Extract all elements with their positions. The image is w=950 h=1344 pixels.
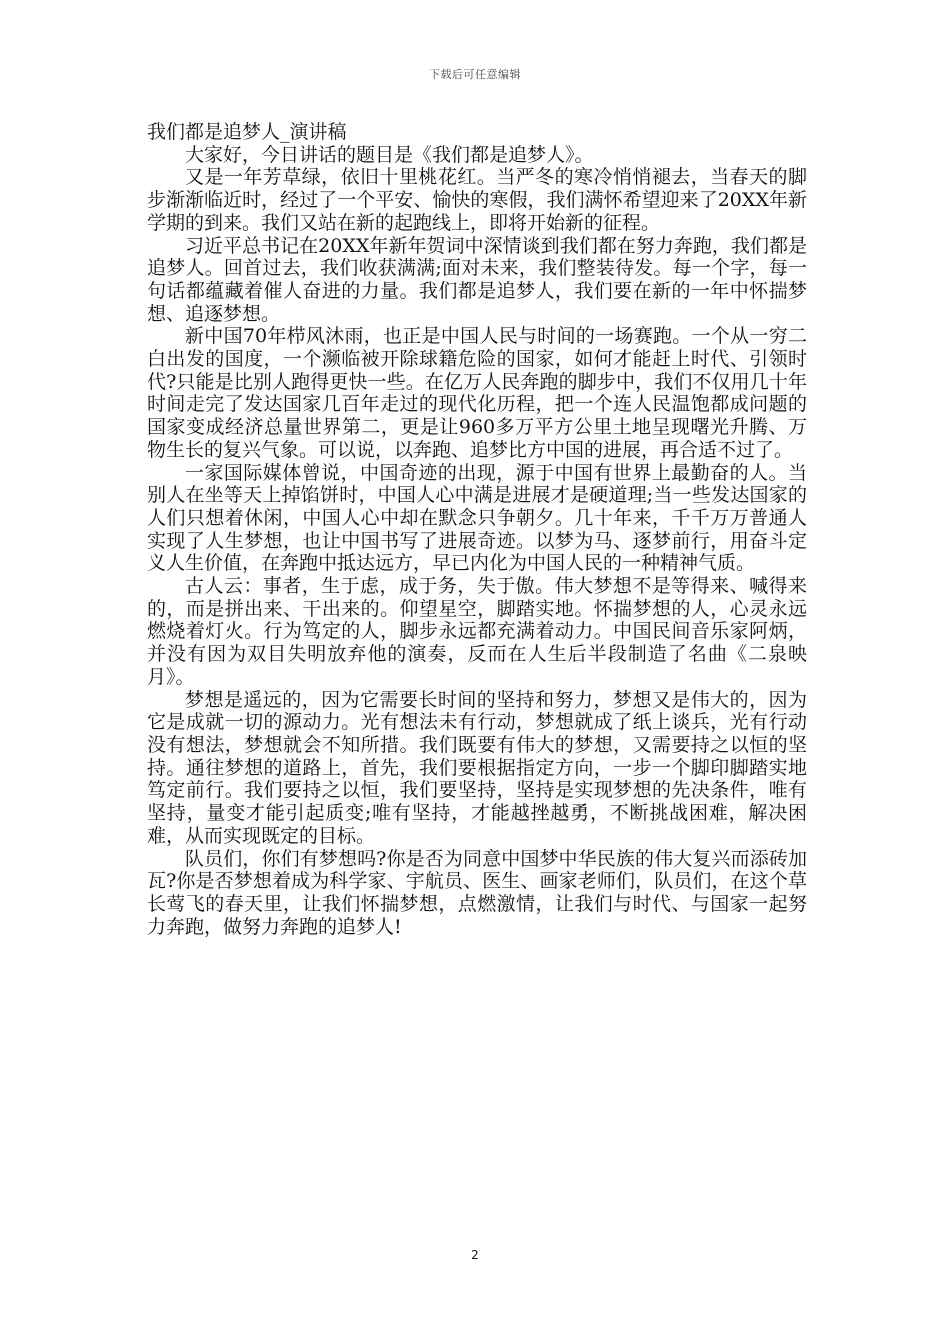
page-header-note: 下载后可任意编辑 [429, 68, 521, 81]
paragraph-ancient-saying: 古人云：事者，生于虑，成于务，失于傲。伟大梦想不是等得来、喊得来的，而是拼出来、干出来的。仰望星空，脚踏实地。怀揣梦想的人，心灵永远燃烧着灯火。行为笃定的人，脚步永远都充满着动力。中国民间音乐家阿炳，并没有因为双目失明放弃他的演奏，反而在人生后半段制造了名曲《二泉映月》。 [147, 575, 807, 688]
paragraph-new-year-message: 习近平总书记在20XX年新年贺词中深情谈到我们都在努力奔跑，我们都是追梦人。回首过去，我们收获满满;面对未来，我们整装待发。每一个字，每一句话都蕴藏着催人奋进的力量。我们都是追梦人，我们要在新的一年中怀揣梦想、追逐梦想。 [147, 234, 807, 325]
paragraph-china-miracle: 一家国际媒体曾说，中国奇迹的出现，源于中国有世界上最勤奋的人。当别人在坐等天上掉馅饼时，中国人心中满是进展才是硬道理;当一些发达国家的人们只想着休闲，中国人心中却在默念只争朝夕。几十年来，千千万万普通人实现了人生梦想，也让中国书写了进展奇迹。以梦为马、逐梦前行，用奋斗定义人生价值，在奔跑中抵达远方，早已内化为中国人民的一种精神气质。 [147, 461, 807, 575]
document-title: 我们都是追梦人_演讲稿 [147, 121, 347, 143]
paragraph-dream-persistence: 梦想是遥远的，因为它需要长时间的坚持和努力，梦想又是伟大的，因为它是成就一切的源动力。光有想法未有行动，梦想就成了纸上谈兵，光有行动没有想法，梦想就会不知所措。我们既要有伟大的梦想，又需要持之以恒的坚持。通往梦想的道路上，首先，我们要根据指定方向，一步一个脚印脚踏实地笃定前行。我们要持之以恒，我们要坚持，坚持是实现梦想的先决条件，唯有坚持，量变才能引起质变;唯有坚持，才能越挫越勇，不断挑战困难，解决困难，从而实现既定的目标。 [147, 688, 807, 847]
page-number: 2 [471, 1248, 479, 1262]
paragraph-closing-call: 队员们，你们有梦想吗?你是否为同意中国梦中华民族的伟大复兴而添砖加瓦?你是否梦想着成为科学家、宇航员、医生、画家老师们，队员们，在这个草长莺飞的春天里，让我们怀揣梦想，点燃激情，让我们与时代、与国家一起努力奔跑，做努力奔跑的追梦人! [147, 847, 807, 938]
document-body [147, 121, 807, 938]
paragraph-greeting: 大家好，今日讲话的题目是《我们都是追梦人》。 [185, 143, 594, 166]
paragraph-new-semester: 又是一年芳草绿，依旧十里桃花红。当严冬的寒冷悄悄褪去，当春天的脚步渐渐临近时，经过了一个平安、愉快的寒假，我们满怀希望迎来了20XX年新学期的到来。我们又站在新的起跑线上，即将开始新的征程。 [147, 166, 807, 234]
paragraph-china-70-years: 新中国70年栉风沐雨，也正是中国人民与时间的一场赛跑。一个从一穷二白出发的国度，一个濒临被开除球籍危险的国家，如何才能赶上时代、引领时代?只能是比别人跑得更快一些。在亿万人民奔跑的脚步中，我们不仅用几十年时间走完了发达国家几百年走过的现代化历程，把一个连人民温饱都成问题的国家变成经济总量世界第二，更是让960多万平方公里土地呈现曙光升腾、万物生长的复兴气象。可以说，以奔跑、追梦比方中国的进展，再合适不过了。 [147, 325, 807, 461]
